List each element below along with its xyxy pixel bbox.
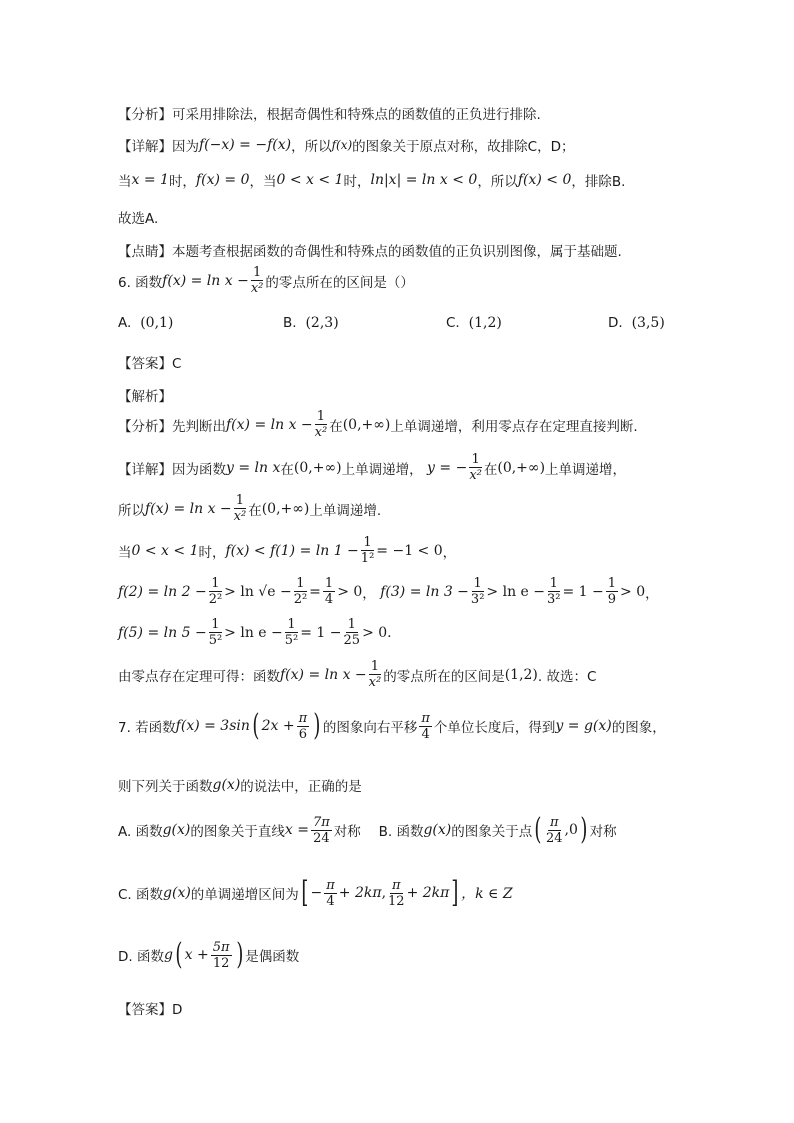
q6-analysis: 【分析】先判断出 f(x) = ln x − $\frac{1}{\text{x²}}$ 在 (0,+∞) 上单调递增，利用零点存在定理直接判断. [118,409,638,440]
q5-detail: 【详解】因为 f(−x) = −f(x) ，所以 f(x) 的图象关于原点对称，故排除C，D； [118,137,575,155]
q6-option-a: A. (0,1) [118,315,174,331]
q7-answer: 【答案】D [118,1002,183,1018]
q6-f5: f(5) = ln 5 − $\frac{1}{\text{5²}}$ > ln e − $\frac{1}{\text{5²}}$ = 1 − $\frac{1}{25}$ > 0. [118,617,392,648]
q5-comment: 【点睛】本题考查根据函数的奇偶性和特殊点的函数值的正负识别图像，属于基础题. [118,244,622,260]
q5-detail-line2: 当 x = 1 时， f(x) = 0 ，当 0 < x < 1 时， ln|x| = ln x < 0 ，所以 f(x) < 0 ，排除B. [118,172,626,190]
q6-so: 所以 f(x) = ln x − $\frac{1}{\text{x²}}$ 在 (0,+∞) 上单调递增. [118,493,382,524]
q6-when: 当 0 < x < 1 时， f(x) < f(1) = ln 1 − $\frac{1}{\text{1²}}$ = −1 < 0 ， [118,535,457,566]
q6-jiexi: 【解析】 [118,389,172,405]
q6-detail: 【详解】因为函数 y = ln x 在 (0,+∞) 上单调递增， y = − $\frac{1}{\text{x²}}$ 在 (0,+∞) 上单调递增， [118,452,627,483]
q7-option-c: C. 函数 g(x) 的单调递增区间为 [ − $\frac{\pi}{4}$ + 2kπ , $\frac{\pi}{12}$ + 2kπ ] ，k ∈ Z [118,875,513,910]
q6-conclusion: 由零点存在定理可得：函数 f(x) = ln x − $\frac{1}{\text{x²}}$ 的零点所在的区间是 (1,2) . 故选：C [118,659,597,690]
q7-option-d: D. 函数 g ( x + $\frac{5\pi}{12}$ ) 是偶函数 [118,937,300,972]
q5-choice: 故选A. [118,211,159,227]
q6-f2-f3: f(2) = ln 2 − $\frac{1}{\text{2²}}$ > ln √e − $\frac{1}{\text{2²}}$ = $\frac{1}{4}$ > 0 ， f(3) = ln 3 − $\frac{1}{\text{3²}}$ > ln e − $\frac{1}{\text{3²}}$ = 1 − $\frac{1}{9}$ > 0 ， [118,576,659,607]
q5-analysis: 【分析】可采用排除法，根据奇偶性和特殊点的函数值的正负进行排除. [118,107,541,123]
q7-question: 7. 若函数 f(x) = 3sin ( 2x + $\frac{\pi}{6}$ ) 的图象向右平移 $\frac{\pi}{4}$ 个单位长度后，得到 y = g(x) 的图象， [118,708,666,743]
q7-line2: 则下列关于函数 g(x) 的说法中，正确的是 [118,777,362,795]
q6-question: 6. 函数 f(x) = ln x − $\frac{1}{\text{x²}}$ 的零点所在的区间是（） [118,265,414,296]
q6-option-b: B. (2,3) [283,315,339,331]
q6-option-d: D. (3,5) [608,315,665,331]
q7-options-ab: A. 函数 g(x) 的图象关于直线 x = $\frac{7\pi}{24}$ 对称 B. 函数 g(x) 的图象关于点 ( $\frac{\pi}{24}$ , 0 ) 对称 [118,812,617,847]
q6-option-c: C. (1,2) [446,315,502,331]
q6-answer: 【答案】C [118,356,182,372]
